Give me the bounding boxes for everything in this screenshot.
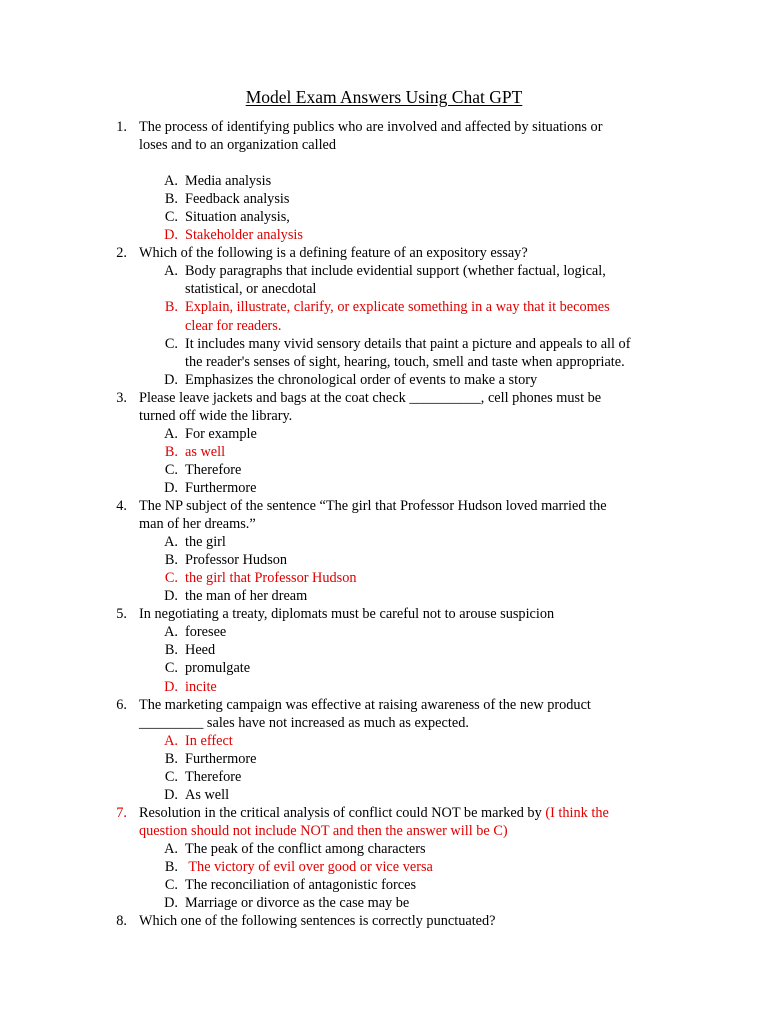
question-stem-line: turned off wide the library. xyxy=(139,407,293,424)
option-letter: D. xyxy=(164,371,178,388)
option-letter: D. xyxy=(164,588,178,605)
option-letter: A. xyxy=(164,263,178,280)
question-stem-line: The NP subject of the sentence “The girl that Professor Hudson loved married the xyxy=(139,498,607,514)
option-letter: C. xyxy=(164,209,178,226)
option-text: The reconciliation of antagonistic forces xyxy=(185,877,417,894)
option-text: Furthermore xyxy=(185,479,257,496)
option-text: Marriage or divorce as the case may be xyxy=(185,895,410,912)
correct-option-text: Explain, illustrate, clarify, or explicate something in a way that it becomes xyxy=(185,299,610,316)
question-number: 4. xyxy=(116,498,127,514)
option-letter: D. xyxy=(164,479,178,496)
option-text: As well xyxy=(185,786,230,803)
option-letter: C. xyxy=(164,461,178,478)
question-stem-line: The marketing campaign was effective at raising awareness of the new product xyxy=(139,696,591,713)
question-number: 8. xyxy=(116,913,127,930)
option-text: promulgate xyxy=(185,660,251,677)
question-stem-line: The process of identifying publics who are involved and affected by situations or xyxy=(139,119,603,135)
correct-option-letter: D. xyxy=(164,227,178,244)
question-number: 7. xyxy=(116,804,127,821)
option-letter: A. xyxy=(164,624,178,641)
option-text: Furthermore xyxy=(185,750,257,767)
option-text: foresee xyxy=(185,624,227,641)
option-letter: B. xyxy=(164,642,178,659)
question-stem-line: loses and to an organization called xyxy=(139,137,337,154)
option-letter: D. xyxy=(164,786,178,803)
option-text: The peak of the conflict among characters xyxy=(185,840,426,857)
correct-option-text: incite xyxy=(185,678,217,695)
option-text: the reader's senses of sight, hearing, touch, smell and taste when appropriate. xyxy=(185,353,625,370)
correct-option-text: the girl that Professor Hudson xyxy=(185,570,357,587)
option-text: Media analysis xyxy=(185,173,272,190)
correct-option-letter: C. xyxy=(164,570,178,587)
question-number: 3. xyxy=(116,389,127,406)
question-number: 5. xyxy=(116,606,127,623)
option-letter: C. xyxy=(164,877,178,894)
option-letter: A. xyxy=(164,534,178,551)
option-letter: A. xyxy=(164,425,178,442)
question-number: 6. xyxy=(116,696,127,713)
correct-option-text: clear for readers. xyxy=(185,317,282,334)
option-text: statistical, or anecdotal xyxy=(185,281,317,298)
option-text: Therefore xyxy=(185,768,242,785)
answer-note: (I think the xyxy=(545,804,609,821)
option-text: Body paragraphs that include evidential support (whether factual, logical, xyxy=(185,263,606,280)
option-text: Professor Hudson xyxy=(185,552,288,569)
option-letter: C. xyxy=(164,768,178,785)
option-text: For example xyxy=(185,425,257,442)
option-text: Therefore xyxy=(185,461,242,478)
answer-note: question should not include NOT and then the answer will be C) xyxy=(139,822,508,839)
option-text: Emphasizes the chronological order of events to make a story xyxy=(185,371,538,388)
correct-option-letter: D. xyxy=(164,678,178,695)
question-number: 1. xyxy=(116,119,127,135)
question-stem-line xyxy=(139,822,508,840)
option-letter: A. xyxy=(164,173,178,190)
option-letter: B. xyxy=(164,191,178,208)
question-number: 2. xyxy=(116,245,127,262)
option-letter: B. xyxy=(164,750,178,767)
question-stem-line: In negotiating a treaty, diplomats must be careful not to arouse suspicion xyxy=(139,606,555,623)
option-letter: C. xyxy=(164,660,178,677)
correct-option-letter: A. xyxy=(164,732,178,749)
question-stem-line: man of her dreams.” xyxy=(139,516,256,533)
option-text: the man of her dream xyxy=(185,588,308,605)
document-title: Model Exam Answers Using Chat GPT xyxy=(245,87,523,107)
correct-option-letter: B. xyxy=(164,859,178,875)
question-stem-line: Please leave jackets and bags at the coat check __________, cell phones must be xyxy=(139,389,602,406)
option-text: Heed xyxy=(185,642,216,659)
correct-option-text: Stakeholder analysis xyxy=(185,227,303,244)
option-text: Situation analysis, xyxy=(185,209,290,226)
correct-option-text: as well xyxy=(185,443,226,460)
correct-option-letter: B. xyxy=(164,443,178,460)
correct-option-text: The victory of evil over good or vice versa xyxy=(185,859,433,875)
question-stem-line: _________ sales have not increased as much as expected. xyxy=(139,714,469,731)
correct-option-letter: B. xyxy=(164,299,178,316)
question-stem-line xyxy=(139,804,609,822)
option-letter: C. xyxy=(164,335,178,352)
option-text: the girl xyxy=(185,534,226,551)
option-letter: D. xyxy=(164,895,178,912)
option-text: Feedback analysis xyxy=(185,191,290,208)
option-text: It includes many vivid sensory details that paint a picture and appeals to all of xyxy=(185,335,631,352)
option-letter: B. xyxy=(164,552,178,569)
question-stem-text: Resolution in the critical analysis of conflict could NOT be marked by xyxy=(139,804,546,821)
question-stem-line: Which of the following is a defining feature of an expository essay? xyxy=(139,245,528,262)
option-letter: A. xyxy=(164,840,178,857)
question-stem-line: Which one of the following sentences is correctly punctuated? xyxy=(139,913,496,930)
correct-option-text: In effect xyxy=(185,732,233,749)
